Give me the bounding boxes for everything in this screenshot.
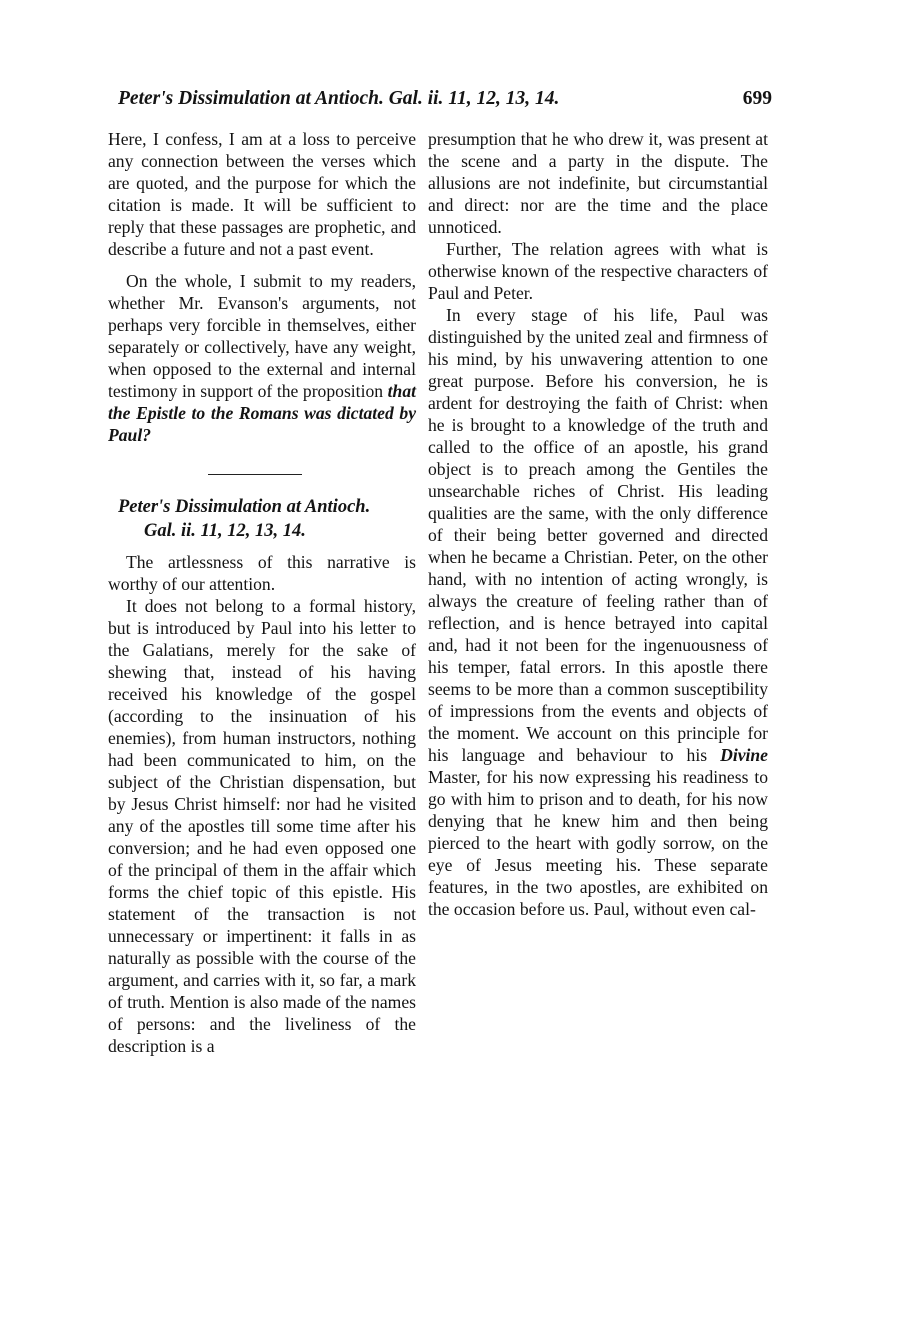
paragraph-submission-emphasis: that the Epistle to the Romans was dictated by Paul? xyxy=(108,381,416,445)
page-number: 699 xyxy=(742,88,772,109)
paragraph-characters xyxy=(428,304,768,920)
left-column xyxy=(108,128,416,1057)
paragraph-artlessness: The artlessness of this narrative is worthy of our attention. xyxy=(108,552,416,594)
section-divider xyxy=(208,474,302,475)
paragraph-characters-text-b: Master, for his now expressing his readiness to go with him to prison and to death, for his now denying that he knew him and then being pierced to the heart with godly sorrow, on the eye of Jesus meeting his. These separate features, in the two apostles, are exhibited on the occasion before us. Paul, without even cal- xyxy=(428,767,768,919)
paragraph-presumption: presumption that he who drew it, was present at the scene and a party in the dispute. The allusions are not indefinite, but circumstantial and direct: nor are the time and the place unnoticed. xyxy=(428,129,768,237)
section-heading-title: Peter's Dissimulation at Antioch. xyxy=(118,497,371,517)
running-title: Peter's Dissimulation at Antioch. Gal. ii. 11, 12, 13, 14. xyxy=(118,88,560,109)
right-column xyxy=(428,128,768,920)
paragraph-formal-history: It does not belong to a formal history, but is introduced by Paul into his letter to the Galatians, merely for the sake of shewing that, instead of his having received his knowledge of the gospel (according to the insinuation of his enemies), from human instructors, nothing had been communicated to him, on the subject of the Christian dispensation, but by Jesus Christ himself: nor had he visited any of the apostles till some time after his conversion; and he had even opposed one of the principal of them in the affair which forms the chief topic of this epistle. His statement of the transaction is not unnecessary or impertinent: it falls in as naturally as possible with the course of the argument, and carries with it, so far, a mark of truth. Mention is also made of the names of persons: and the liveliness of the description is a xyxy=(108,596,416,1056)
paragraph-submission-text: On the whole, I submit to my readers, whether Mr. Evanson's arguments, not perhaps very forcible in themselves, either separately or collectively, have any weight, when opposed to the external and internal testimony in support of the proposition xyxy=(108,271,416,401)
section-heading-reference: Gal. ii. 11, 12, 13, 14. xyxy=(144,521,306,541)
paragraph-characters-text-a: In every stage of his life, Paul was distinguished by the united zeal and firmness of his mind, by his unwavering attention to one great purpose. Before his conversion, he is ardent for destroying the faith of Christ: when he is brought to a knowledge of the truth and called to the office of an apostle, his grand object is to preach among the Gentiles the unsearchable riches of Christ. His leading qualities are the same, with the only difference of their being better governed and directed when he became a Christian. Peter, on the other hand, with no intention of acting wrongly, is always the creature of feeling rather than of reflection, and is hence betrayed into capital and, had it not been for the ingenuousness of his temper, fatal errors. In this apostle there seems to be more than a common susceptibility of impressions from the events and objects of the moment. We account on this principle for his language and behaviour to his xyxy=(428,305,768,765)
paragraph-connection: Here, I confess, I am at a loss to perceive any connection between the verses which are quoted, and the purpose for which the citation is made. It will be sufficient to reply that these passages are prophetic, and describe a future and not a past event. xyxy=(108,129,416,259)
paragraph-relation: Further, The relation agrees with what is otherwise known of the respective characters of Paul and Peter. xyxy=(428,239,768,303)
running-header xyxy=(118,88,772,122)
paragraph-characters-emphasis: Divine xyxy=(720,745,768,765)
section-heading xyxy=(118,495,416,543)
paragraph-submission xyxy=(108,270,416,446)
